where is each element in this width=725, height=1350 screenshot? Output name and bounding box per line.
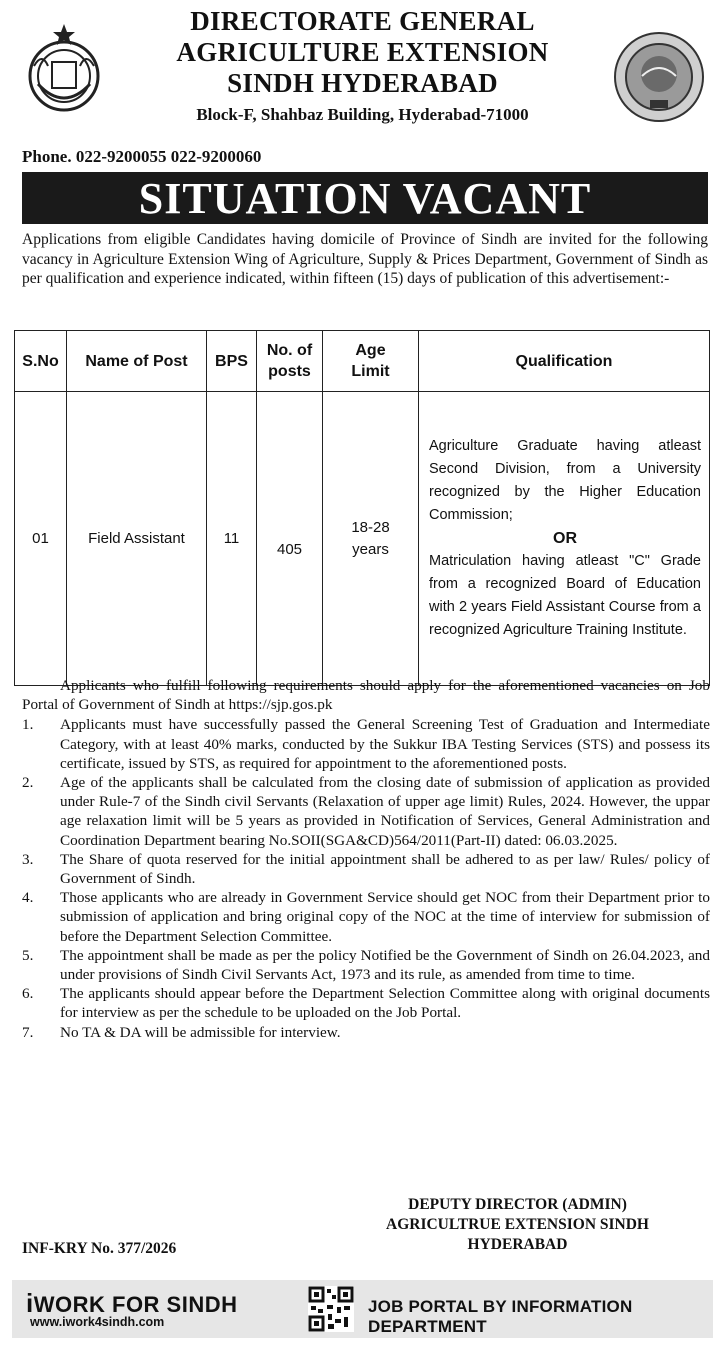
item-text: The applicants should appear before the Department Selection Committee along with original documents for interview as per the schedule to be uploaded on the Job Portal. xyxy=(60,985,710,1022)
website-url: www.iwork4sindh.com xyxy=(30,1315,165,1329)
brand-letter-i: i xyxy=(26,1288,34,1318)
item-number: 6. xyxy=(22,985,34,1003)
column-header-bps: BPS xyxy=(207,331,257,392)
item-text: No TA & DA will be admissible for interview. xyxy=(60,1023,341,1041)
list-item xyxy=(22,946,710,984)
cell-posts: 405 xyxy=(257,392,323,686)
item-number: 2. xyxy=(22,774,34,792)
list-item xyxy=(22,984,710,1022)
column-header-age-label: Age Limit xyxy=(351,342,390,380)
qualification-option-b: Matriculation having atleast "C" Grade from a recognized Board of Education with 2 years Field Assistant Course from a recognized Agriculture Training Institute. xyxy=(429,553,701,638)
item-number: 1. xyxy=(22,716,34,734)
agriculture-department-seal-icon xyxy=(612,30,706,124)
signature-block xyxy=(330,1195,705,1255)
situation-vacant-banner: SITUATION VACANT xyxy=(22,172,708,224)
list-item xyxy=(22,850,710,888)
list-item xyxy=(22,715,710,773)
cell-bps: 11 xyxy=(207,392,257,686)
job-portal-caption: JOB PORTAL BY INFORMATION DEPARTMENT xyxy=(368,1297,633,1336)
item-text: Age of the applicants shall be calculated from the closing date of submission of application as provided under Rule-7 of the Sindh civil Servants (Relaxation of upper age limit) Rules, 2024. However, the uppar age relaxation limit will be 5 years as provided in Notification of Services, General Administration and Coordination Department bearing No.SOII(SGA&CD)564/2011(Part-II) dated: 06.03.2025. xyxy=(60,774,710,849)
requirements-section xyxy=(22,676,710,1042)
item-number: 5. xyxy=(22,946,34,964)
organization-name-line-1: DIRECTORATE GENERAL xyxy=(190,6,535,36)
list-item xyxy=(22,773,710,850)
organization-name-line-3: SINDH HYDERABAD xyxy=(227,68,498,98)
item-text: The Share of quota reserved for the initial appointment shall be adhered to as per law/ Rules/ policy of Government of Sindh. xyxy=(60,850,710,888)
list-item xyxy=(22,1023,710,1042)
cell-age-text: 18-28 years xyxy=(351,518,390,558)
column-header-posts-label: No. of posts xyxy=(266,342,313,380)
reference-number: INF-KRY No. 377/2026 xyxy=(22,1240,177,1257)
item-text: Those applicants who are already in Government Service should get NOC from their Department prior to submission of application and bring original copy of the NOC at the time of interview for submission of before the Department Selection Committee. xyxy=(60,889,710,945)
item-text: Applicants must have successfully passed the General Screening Test of Graduation and Intermediate Category, with at least 40% marks, conducted by the Sukkur IBA Testing Services (STS) and possess its certificate, issued by STS, as required for appointment to the aforementioned posts. xyxy=(60,716,710,772)
brand-text: WORK FOR SINDH xyxy=(33,1292,238,1317)
column-header-age-limit xyxy=(323,331,419,392)
cell-qualification xyxy=(419,392,710,686)
vacancy-table xyxy=(14,330,710,686)
column-header-qualification: Qualification xyxy=(419,331,710,392)
item-text: The appointment shall be made as per the policy Notified be the Government of Sindh on 26.04.2023, and under provisions of Sindh Civil Servants Act, 1973 and its rule, as amended from time to time. xyxy=(60,946,710,984)
qualification-or: OR xyxy=(553,530,577,547)
cell-post-name: Field Assistant xyxy=(67,392,207,686)
table-header-row xyxy=(15,331,710,392)
list-item xyxy=(22,888,710,946)
column-header-post-name: Name of Post xyxy=(67,331,207,392)
intro-paragraph: Applications from eligible Candidates having domicile of Province of Sindh are invited for the following vacancy in Agriculture Extension Wing of Agriculture, Supply & Prices Department, Government of Sindh as per qualification and experience indicated, within fifteen (15) days of publication of this advertisement:- xyxy=(22,231,708,287)
signatory-city: HYDERABAD xyxy=(467,1236,568,1253)
phone-numbers: Phone. 022-9200055 022-9200060 xyxy=(22,147,262,166)
signatory-office: AGRICULTRUE EXTENSION SINDH xyxy=(386,1216,649,1233)
signatory-title: DEPUTY DIRECTOR (ADMIN) xyxy=(408,1196,627,1213)
item-number: 4. xyxy=(22,889,34,907)
requirements-list xyxy=(22,715,710,1041)
cell-sno: 01 xyxy=(15,392,67,686)
qualification-option-a: Agriculture Graduate having atleast Second Division, from a University recognized by the Higher Education Commission; xyxy=(429,438,701,523)
requirements-lead: Applicants who fulfill following requirements should apply for the aforementioned vacancies on Job Portal of Government of Sindh at https://sjp.gos.pk xyxy=(22,677,710,714)
organization-address: Block-F, Shahbaz Building, Hyderabad-71000 xyxy=(196,105,529,124)
column-header-posts xyxy=(257,331,323,392)
qr-code-icon xyxy=(308,1286,354,1332)
footer-bar xyxy=(12,1280,713,1338)
organization-name-line-2: AGRICULTURE EXTENSION xyxy=(176,37,549,67)
column-header-sno: S.No xyxy=(15,331,67,392)
table-row xyxy=(15,392,710,686)
item-number: 3. xyxy=(22,850,34,868)
item-number: 7. xyxy=(22,1023,34,1041)
cell-age-limit xyxy=(323,392,419,686)
